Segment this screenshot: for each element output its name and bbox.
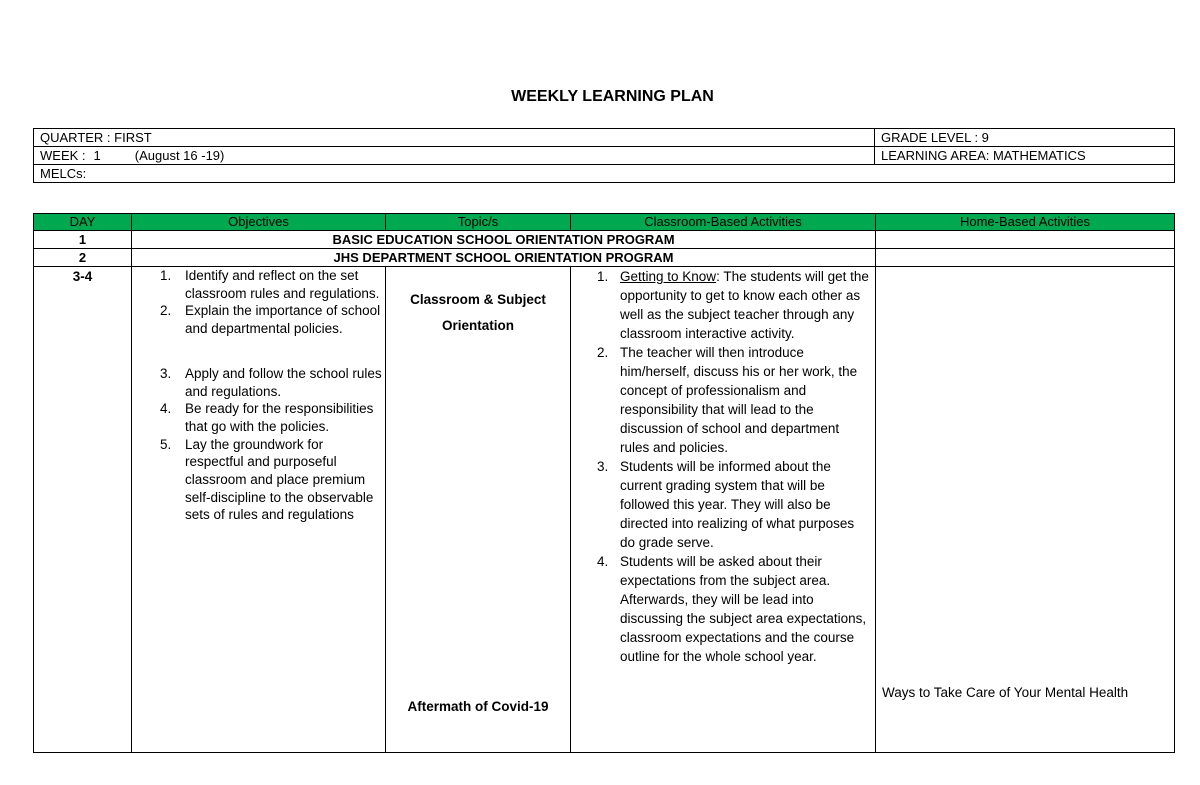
objective-item: 5. Lay the groundwork for respectful and purposeful classroom and place premium self-discipline to the observable sets of rules and regulations: [160, 436, 374, 523]
header-home-activities: Home-Based Activities: [876, 214, 1175, 231]
day-3-4-cell: [34, 267, 132, 753]
quarter-cell: [34, 129, 875, 147]
melcs-label: MELCs:: [40, 166, 87, 181]
week-dates: (August 16 -19): [134, 148, 225, 163]
objectives-list: [132, 267, 385, 524]
header-day: DAY: [34, 214, 132, 231]
topic-classroom-orientation: Classroom & Subject Orientation: [410, 292, 546, 333]
melcs-cell: [34, 165, 1175, 183]
learning-area-label: LEARNING AREA: MATHEMATICS: [881, 148, 1086, 163]
day-1: 1: [34, 231, 132, 249]
home-activities-cell: [876, 267, 1175, 753]
activity-item: 4. Students will be asked about their expectations from the subject area. Afterwards, they will be lead into discussing the subject area expectations, classroom expectations and the course outline for the whole school year.: [597, 554, 867, 664]
week-cell: [34, 147, 875, 165]
day-2: 2: [34, 249, 132, 267]
day-1-home: [876, 231, 1175, 249]
objective-item: 2. Explain the importance of school and departmental policies.: [160, 303, 381, 337]
day-1-program: BASIC EDUCATION SCHOOL ORIENTATION PROGRAM: [132, 231, 876, 249]
classroom-activities-cell: [571, 267, 876, 753]
quarter-label: QUARTER : FIRST: [40, 130, 152, 145]
week-number: 1: [93, 148, 101, 163]
topic-covid-aftermath: Aftermath of Covid-19: [407, 699, 549, 714]
objective-item: 1. Identify and reflect on the set classroom rules and regulations.: [160, 268, 380, 301]
header-classroom-activities: Classroom-Based Activities: [571, 214, 876, 231]
page-title: WEEKLY LEARNING PLAN: [511, 88, 714, 105]
activity-title: Getting to Know: [620, 269, 717, 284]
objective-item: 4. Be ready for the responsibilities that go with the policies.: [160, 401, 374, 434]
header-objectives: Objectives: [132, 214, 386, 231]
day-2-home: [876, 249, 1175, 267]
learning-area-cell: [875, 147, 1175, 165]
objectives-cell: [132, 267, 386, 753]
day-2-program: JHS DEPARTMENT SCHOOL ORIENTATION PROGRAM: [132, 249, 876, 267]
grade-level-label: GRADE LEVEL : 9: [881, 130, 989, 145]
topics-cell: [386, 267, 571, 753]
classroom-activities-list: [571, 267, 875, 666]
grade-level-cell: [875, 129, 1175, 147]
header-topics: Topic/s: [386, 214, 571, 231]
day-3-4: 3-4: [72, 269, 93, 284]
plan-info-table: [33, 128, 1175, 183]
activity-item: 1. Getting to Know: The students will get the opportunity to get to know each other as well as the subject teacher through any classroom interactive activity.: [597, 269, 869, 341]
objective-item: 3. Apply and follow the school rules and regulations.: [160, 365, 382, 399]
week-label: WEEK :: [40, 148, 86, 163]
home-activity: Ways to Take Care of Your Mental Health: [882, 685, 1129, 700]
activity-item: 2. The teacher will then introduce him/herself, discuss his or her work, the concept of professionalism and responsibility that will lead to the discussion of school and department rules and policies.: [597, 345, 858, 455]
activity-item: 3. Students will be informed about the current grading system that will be followed this year. They will also be directed into realizing of what purposes do grade serve.: [597, 459, 855, 550]
weekly-plan-table: [33, 213, 1175, 753]
